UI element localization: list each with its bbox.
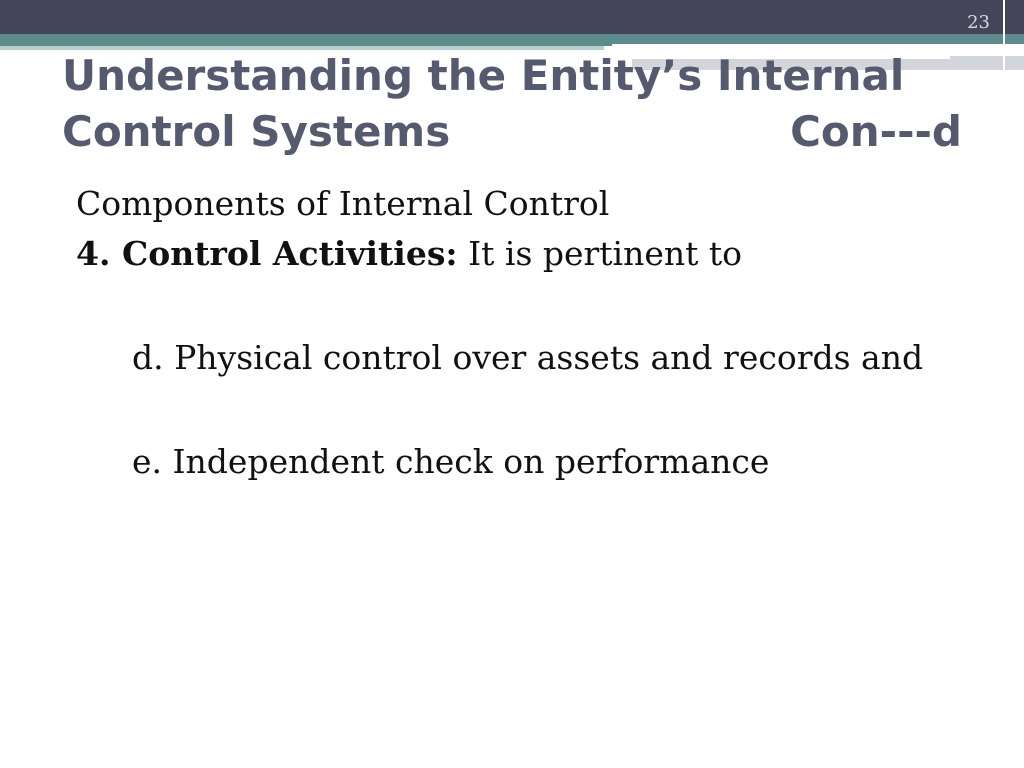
section-text: It is pertinent to bbox=[457, 234, 743, 273]
section-label: 4. Control Activities: bbox=[76, 234, 458, 273]
subheading: Components of Internal Control bbox=[76, 184, 610, 223]
vertical-divider-line bbox=[1003, 0, 1005, 70]
teal-accent-bar-right bbox=[604, 34, 1024, 44]
list-item-d: d. Physical control over assets and records and bbox=[132, 338, 924, 377]
section-heading bbox=[76, 228, 976, 280]
title-line-2-right: Con---d bbox=[790, 107, 962, 156]
teal-accent-bar-left bbox=[0, 34, 612, 46]
slide-body bbox=[76, 180, 976, 488]
top-dark-bar bbox=[0, 0, 1024, 34]
title-line-2-left: Control Systems bbox=[62, 107, 451, 156]
list-item-e: e. Independent check on performance bbox=[132, 442, 770, 481]
slide-number: 23 bbox=[967, 12, 990, 33]
title-line-2 bbox=[62, 104, 962, 160]
slide-title bbox=[62, 48, 972, 160]
title-line-1: Understanding the Entity’s Internal bbox=[62, 51, 905, 100]
